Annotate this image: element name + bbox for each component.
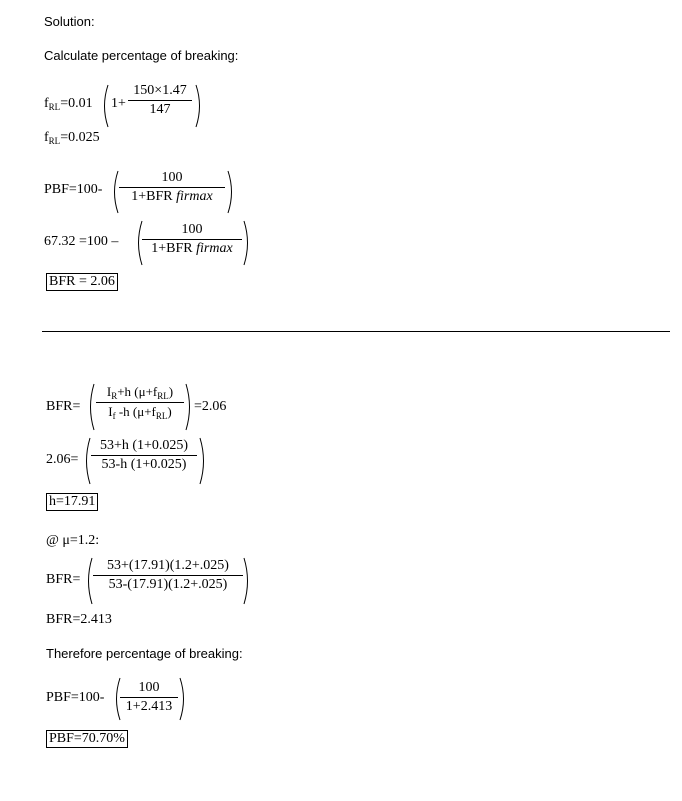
eq5-numerator: $I_R+h$ $(\mu+f_{RL})$ xyxy=(106,384,174,401)
result-h-boxed: h=17.91 xyxy=(46,493,98,511)
eq3-lhs: PBF=100- xyxy=(44,182,103,197)
eq3-numerator: 100 xyxy=(161,170,183,185)
eq1-lhs: f xyxy=(44,96,49,111)
eq1-left-paren xyxy=(100,84,110,128)
mu-condition-label: @ μ=1.2: xyxy=(46,533,100,548)
eq5-left-paren xyxy=(86,383,96,431)
eq5-lhs: BFR= xyxy=(46,399,81,414)
eq2-rhs: =0.025 xyxy=(60,130,100,145)
step2-label: Therefore percentage of breaking: xyxy=(46,646,243,661)
eq9-lhs: PBF=100- xyxy=(46,690,105,705)
eq2-sub: RL xyxy=(48,136,61,146)
eq7-right-paren xyxy=(242,557,252,605)
eq2-lhs: f xyxy=(44,130,49,145)
eq9-right-paren xyxy=(178,677,188,721)
eq3-right-paren xyxy=(226,170,236,214)
eq9-denominator: 1+2.413 xyxy=(125,699,173,714)
eq1-fraction xyxy=(128,83,192,118)
eq1-right-paren xyxy=(194,84,204,128)
equation-bfr-result: BFR=2.413 xyxy=(46,612,112,627)
eq6-denominator: 53-h (1+0.025) xyxy=(101,457,187,472)
eq3-denominator: 1+BFR firmax xyxy=(131,189,213,204)
eq4-numerator: 100 xyxy=(181,222,203,237)
eq4-right-paren xyxy=(242,220,252,266)
eq4-lhs: 67.32 =100 – xyxy=(44,234,119,249)
eq7-denominator: 53-(17.91)(1.2+.025) xyxy=(108,577,228,592)
eq7-numerator: 53+(17.91)(1.2+.025) xyxy=(107,558,229,573)
eq6-numerator: 53+h (1+0.025) xyxy=(99,438,189,453)
eq9-fraction xyxy=(120,680,178,715)
equation-frl-2 xyxy=(44,130,100,146)
eq1-numerator: 150×1.47 xyxy=(133,83,187,98)
result-bfr-boxed: BFR = 2.06 xyxy=(46,273,118,291)
eq7-lhs: BFR= xyxy=(46,572,81,587)
eq9-numerator: 100 xyxy=(138,680,160,695)
eq1-sub: RL xyxy=(48,102,61,112)
eq1-denominator: 147 xyxy=(149,102,171,117)
result-pbf-boxed: PBF=70.70% xyxy=(46,730,128,748)
section-divider xyxy=(42,331,670,332)
eq5-fraction xyxy=(96,384,184,421)
eq4-fraction xyxy=(142,222,242,257)
eq4-denominator: 1+BFR firmax xyxy=(151,241,233,256)
step1-label: Calculate percentage of breaking: xyxy=(44,48,239,63)
eq7-fraction xyxy=(93,558,243,593)
eq6-lhs: 2.06= xyxy=(46,452,79,467)
eq5-right-paren xyxy=(184,383,194,431)
eq6-fraction xyxy=(91,438,197,473)
solution-heading: Solution: xyxy=(44,14,95,29)
eq1-one-plus: 1+ xyxy=(111,96,126,111)
eq5-rhs: =2.06 xyxy=(194,399,227,414)
eq5-denominator: $I_f$ -h $(\mu+f_{RL})$ xyxy=(108,404,172,421)
eq6-right-paren xyxy=(198,437,208,485)
eq1-pre: =0.01 xyxy=(60,96,93,111)
eq3-fraction xyxy=(119,170,225,205)
